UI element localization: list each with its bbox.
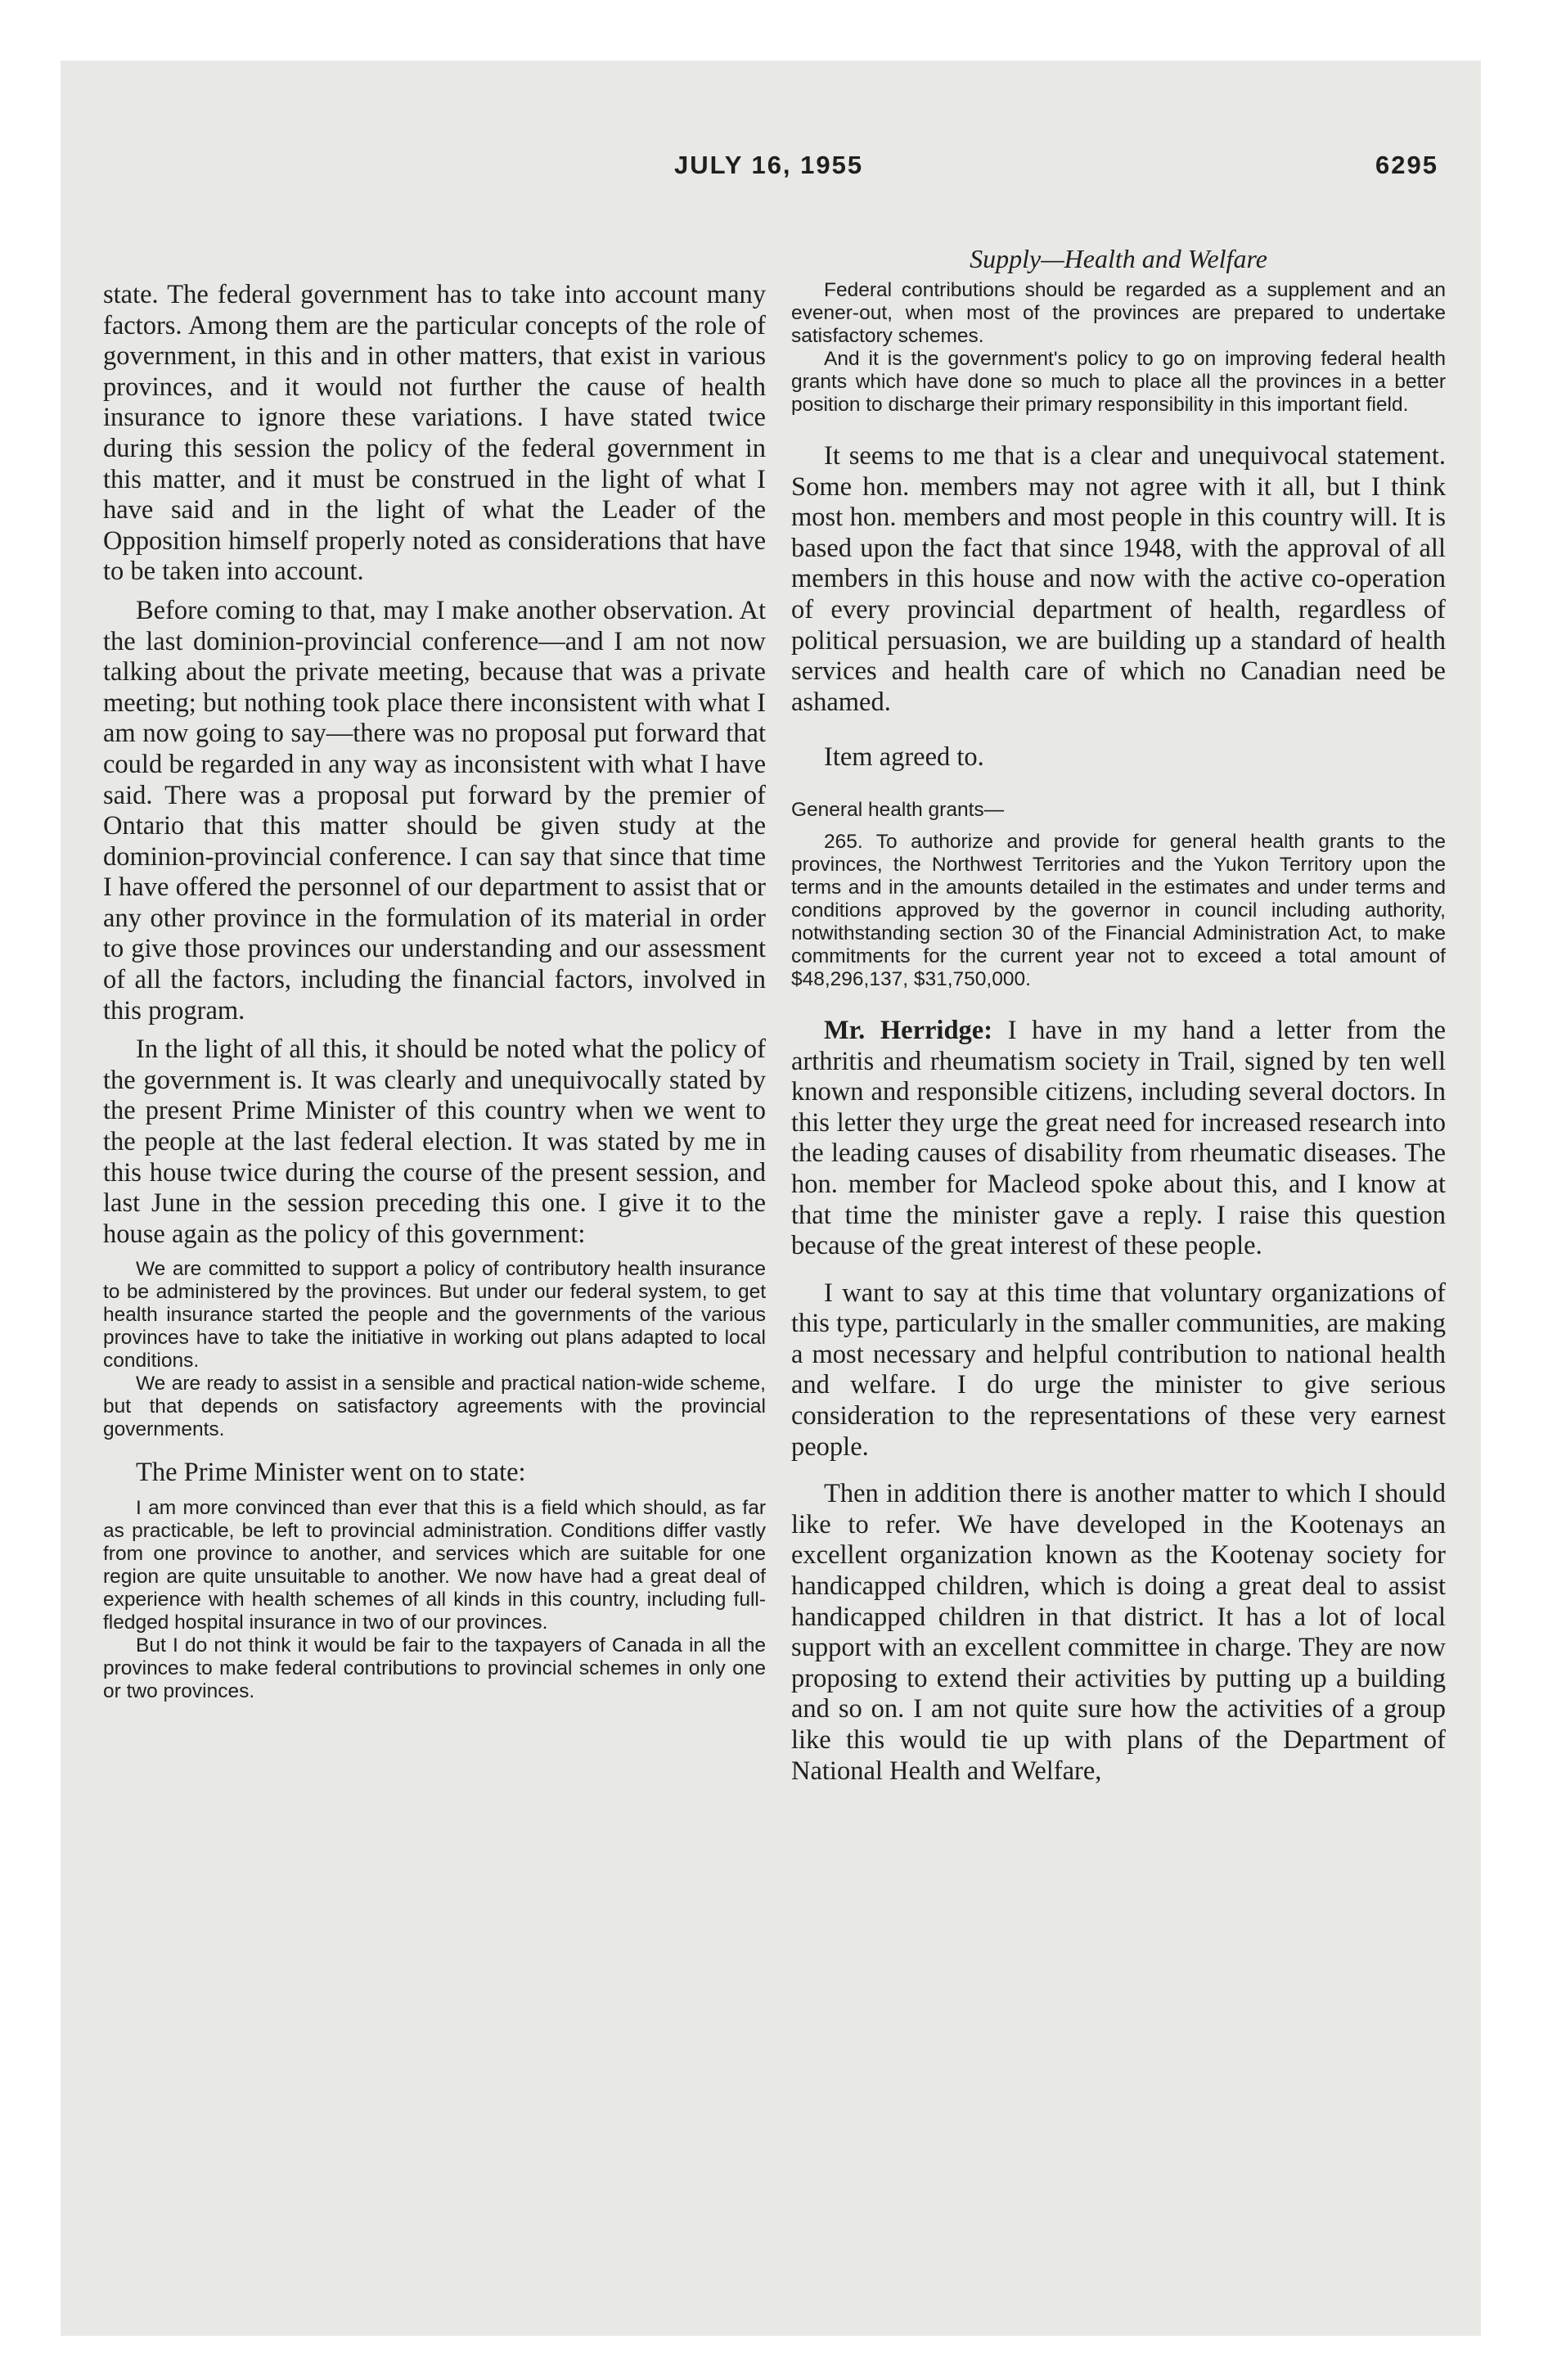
- hansard-page: [61, 61, 1481, 2336]
- paragraph: In the light of all this, it should be noted what the policy of the government is. It was clearly and unequivocally stated by the present Prime Minister of this country when we went to the people at the last federal election. It was stated by me in this house twice during the course of the present session, and last June in the session preceding this one. I give it to the house again as the policy of this government:: [103, 1034, 766, 1249]
- quoted-text: And it is the government's policy to go on improving federal health grants which have done so much to place all the provinces in a better position to discharge their primary responsibility in this important field.: [791, 348, 1446, 416]
- paragraph: Then in addition there is another matter to which I should like to refer. We have developed in the Kootenays an excellent organization known as the Kootenay society for handicapped children, which is doing a great deal to assist handicapped children in that district. It has a lot of local support with an excellent committee in charge. They are now proposing to extend their activities by putting up a building and so on. I am not quite sure how the activities of a group like this would tie up with plans of the Department of National Health and Welfare,: [791, 1479, 1446, 1786]
- quoted-text: Federal contributions should be regarded as a supplement and an evener-out, when most of the provinces are prepared to undertake satisfactory schemes.: [791, 279, 1446, 347]
- paragraph: Before coming to that, may I make another observation. At the last dominion-provincial conference—and I am not now talking about the private meeting, because that was a private meeting; but nothing took place there inconsistent with what I am now going to say—there was no proposal put forward that could be regarded in any way as inconsistent with what I have said. There was a proposal put forward by the premier of Ontario that this matter should be given study at the dominion-provincial conference. I can say that since that time I have offered the personnel of our department to assist that or any other province in the formulation of its material in order to give those provinces our understanding and our assessment of all the factors, including the financial factors, involved in this program.: [103, 595, 766, 1025]
- page-date: JULY 16, 1955: [674, 151, 864, 179]
- quoted-text: I am more convinced than ever that this is a field which should, as far as practicable, be left to provincial administration. Conditions differ vastly from one province to another, and services which are suitable for one region are quite unsuitable to another. We now have had a great deal of experience with health schemes of all kinds in this country, including full-fledged hospital insurance in two of our provinces.: [103, 1497, 766, 1634]
- paragraph: state. The federal government has to take into account many factors. Among them are the particular concepts of the role of government, in this and in other matters, that exist in various provinces, and it would not further the cause of health insurance to ignore these variations. I have stated twice during this session the policy of the federal government in this matter, and it must be construed in the light of what I have said and in the light of what the Leader of the Opposition himself properly noted as considerations that have to be taken into account.: [103, 280, 766, 587]
- estimate-item: 265. To authorize and provide for general health grants to the provinces, the Northwest Territories and the Yukon Territory upon the terms and in the amounts detailed in the estimates and under terms and conditions approved by the governor in council including authority, notwithstanding section 30 of the Financial Administration Act, to make commitments for the current year not to exceed a total amount of $48,296,137, $31,750,000.: [791, 830, 1446, 990]
- page-header: [61, 151, 1481, 192]
- speaker-name: Mr. Herridge:: [824, 1015, 993, 1045]
- left-column: [103, 280, 766, 1703]
- speech-text: I have in my hand a letter from the arthritis and rheumatism society in Trail, signed by ten well known and responsible citizens, including several doctors. In this letter they urge the great need for increased research into the leading causes of disability from rheumatic diseases. The hon. member for Macleod spoke about this, and I know at that time the minister gave a reply. I raise this question because of the great interest of these people.: [791, 1015, 1446, 1261]
- paragraph: Item agreed to.: [824, 742, 984, 773]
- paragraph: The Prime Minister went on to state:: [136, 1458, 526, 1488]
- quoted-text: We are ready to assist in a sensible and practical nation-wide scheme, but that depends on satisfactory agreements with the provincial governments.: [103, 1373, 766, 1441]
- paragraph: It seems to me that is a clear and unequivocal statement. Some hon. members may not agree with it all, but I think most hon. members and most people in this country will. It is based upon the fact that since 1948, with the approval of all members in this house and now with the active co-operation of every provincial department of health, regardless of political persuasion, we are building up a standard of health services and health care of which no Canadian need be ashamed.: [791, 441, 1446, 717]
- speech-paragraph: [791, 1016, 1446, 1262]
- quoted-text: But I do not think it would be fair to the taxpayers of Canada in all the provinces to make federal contributions to provincial schemes in only one or two provinces.: [103, 1634, 766, 1702]
- quoted-text: We are committed to support a policy of contributory health insurance to be administered by the provinces. But under our federal system, to get health insurance started the people and the governments of the various provinces have to take the initiative in working out plans adapted to local conditions.: [103, 1258, 766, 1373]
- right-column: [791, 243, 1446, 1787]
- item-label: General health grants—: [791, 798, 1005, 821]
- section-heading: Supply—Health and Welfare: [970, 244, 1267, 273]
- paragraph: I want to say at this time that voluntary organizations of this type, particularly in the smaller communities, are making a most necessary and helpful contribution to national health and welfare. I do urge the minister to give serious consideration to the representations of these very earnest people.: [791, 1278, 1446, 1462]
- page-number: 6295: [1375, 151, 1438, 179]
